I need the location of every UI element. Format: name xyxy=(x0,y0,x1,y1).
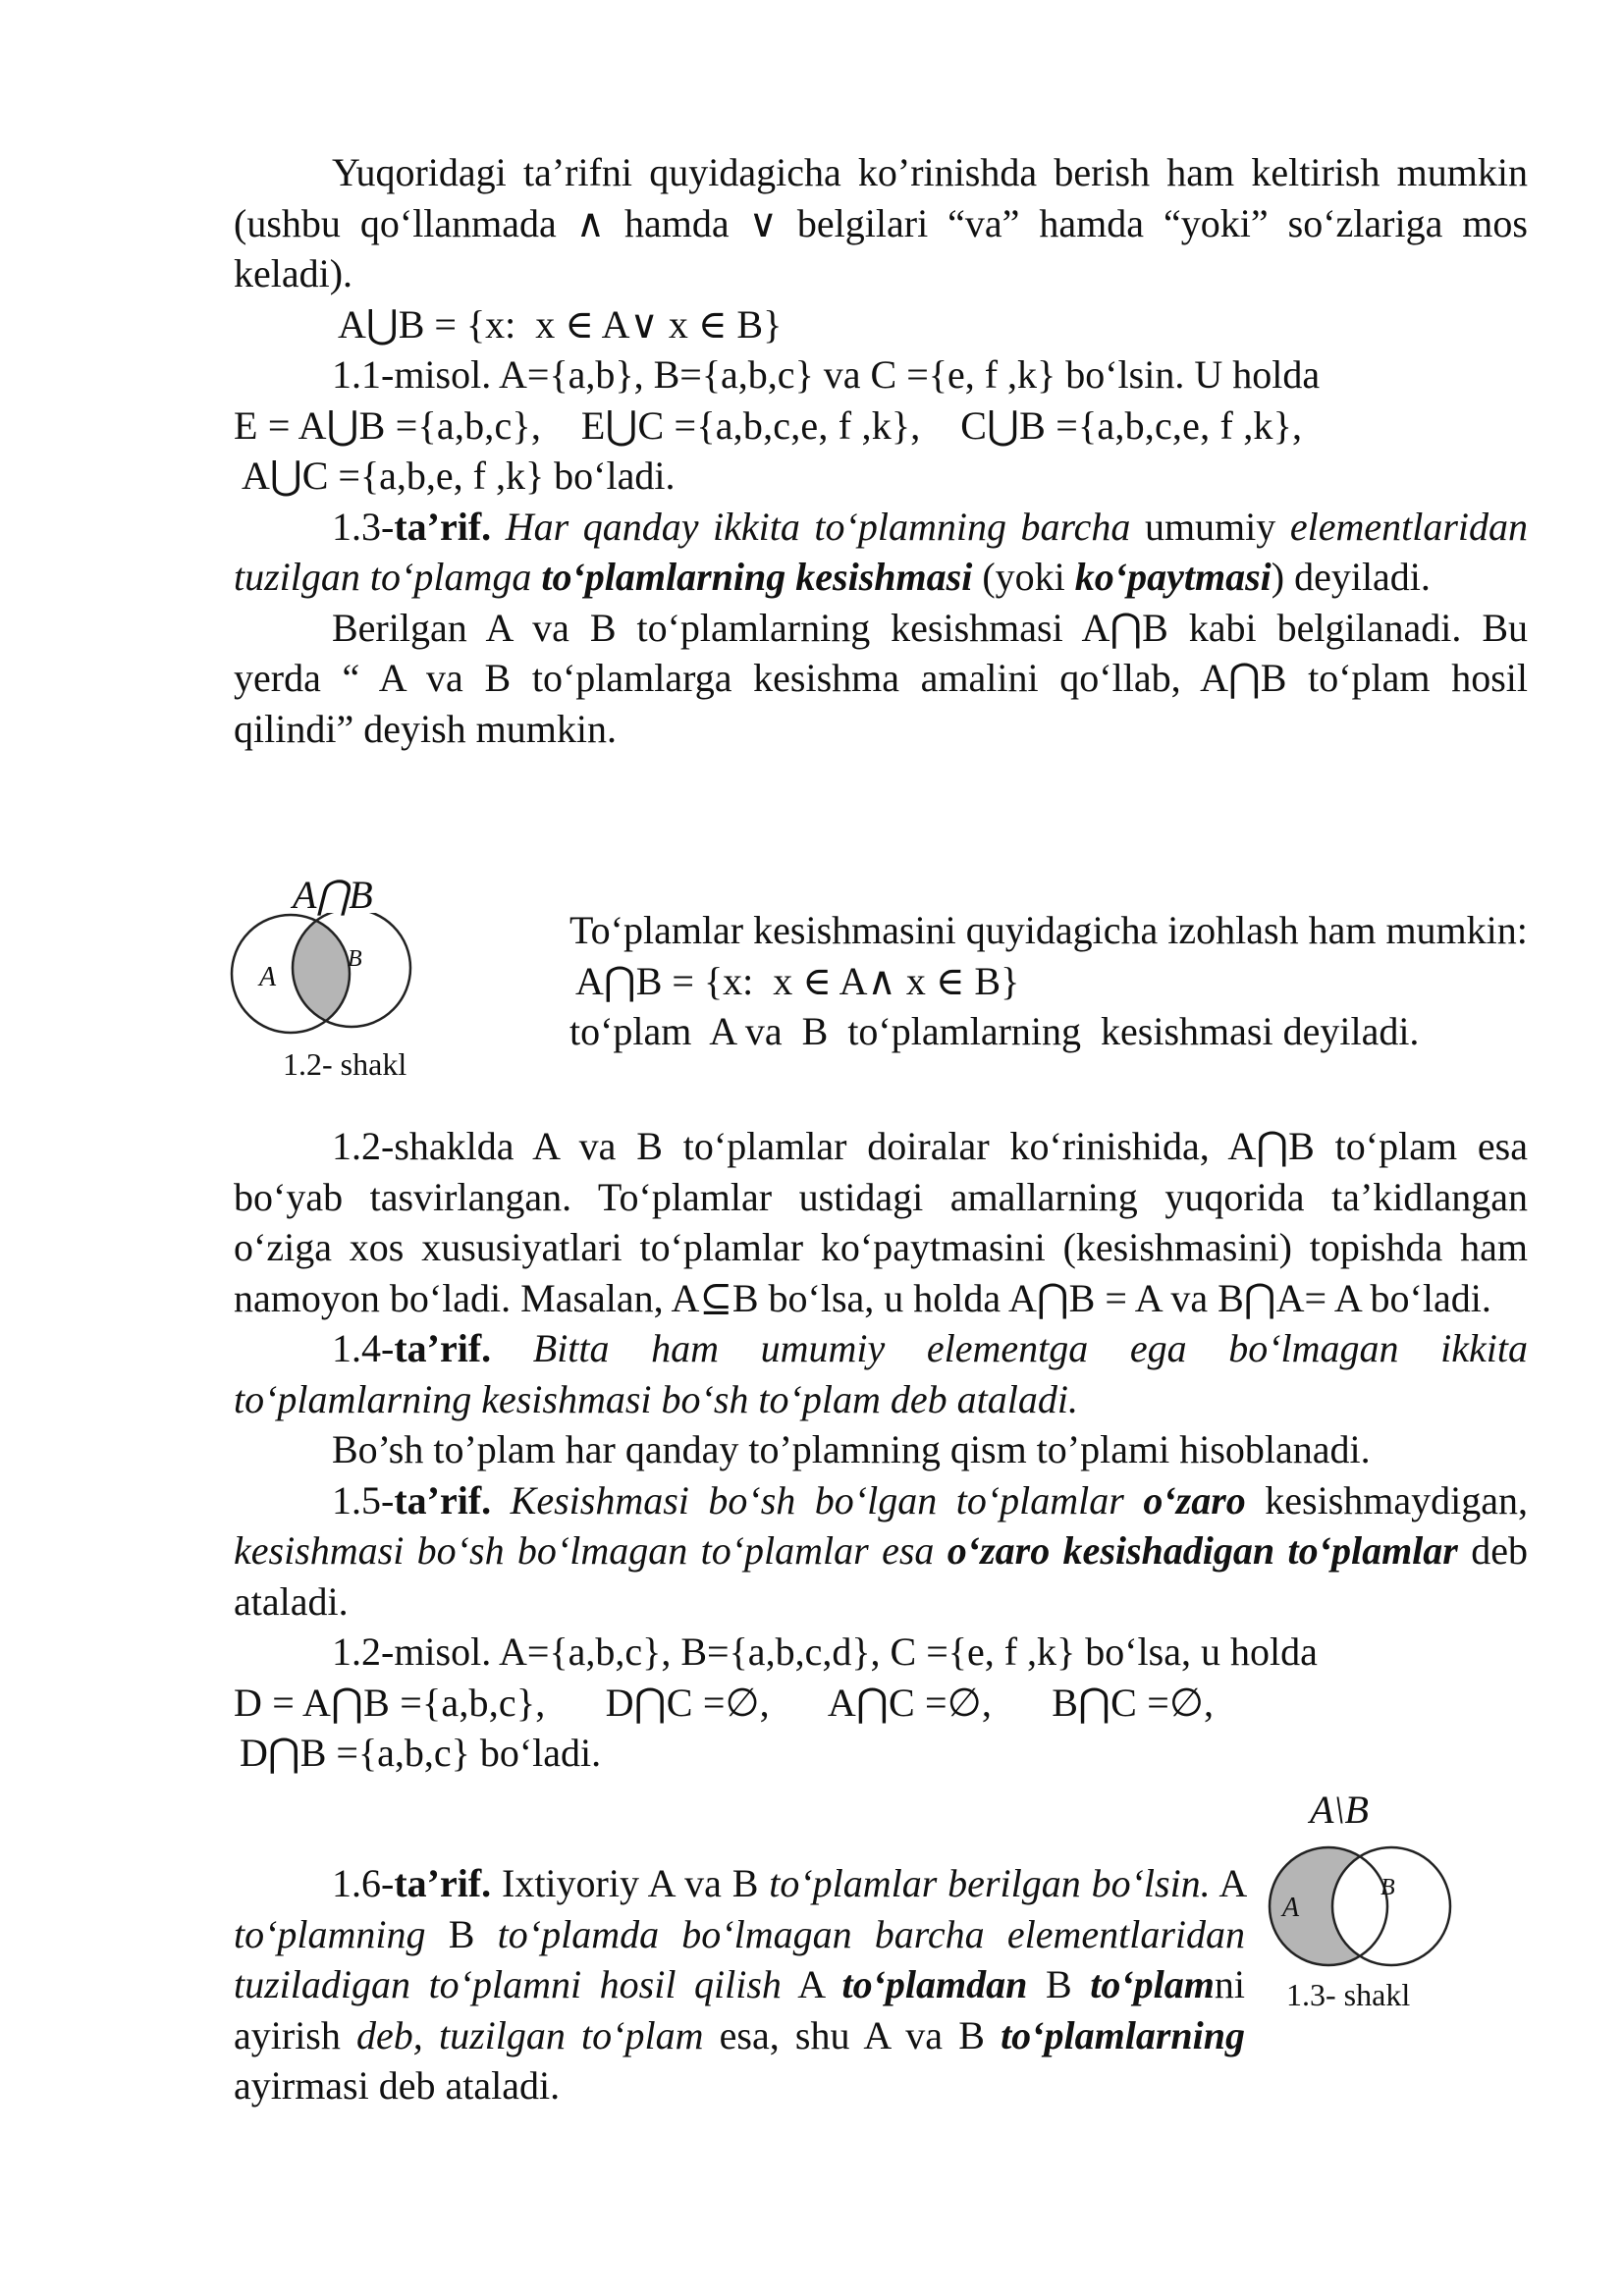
definition-word: ta’rif. xyxy=(394,1477,492,1522)
definition-text: kesishmaydigan, xyxy=(1245,1477,1528,1522)
example-1-intro: 1.1-misol. A={a,b}, B={a,b,c} va C ={e, f ,k} bo‘lsin. U holda xyxy=(332,352,1321,397)
example-2-line2: D = A⋂B ={a,b,c}, D⋂C =∅, A⋂C =∅, B⋂C =∅, xyxy=(234,1680,1215,1725)
definition-term: to‘plamlarning kesishmasi xyxy=(541,555,973,599)
example-1-line2: E = A⋃B ={a,b,c}, E⋃C ={a,b,c,e, f ,k}, C⋃B ={a,b,c,e, f ,k}, xyxy=(234,402,1303,448)
figure-1-3 xyxy=(1245,1787,1500,2012)
definition-text: to‘plamda bo‘lmagan barcha elementlaridan tuziladigan to‘plamni hosil qilish xyxy=(234,1911,1245,2006)
definition-word: ta’rif. xyxy=(394,1326,492,1370)
definition-term: to‘plamdan xyxy=(841,1962,1028,2006)
formula-intersection: A⋂B = {x: x ∈ A∧ x ∈ B} xyxy=(575,958,1020,1003)
page-body xyxy=(234,147,1528,754)
figure-1-2-caption: 1.2- shakl xyxy=(283,1046,407,1082)
paragraph-given: Berilgan A va B to‘plamlarning kesishmasi A⋂B kabi belgilanadi. Bu yerda “ A va B to‘plamlarga kesishma amalini qo‘llab, A⋂B to‘plam hosil qilindi” deyish mumkin. xyxy=(234,605,1528,751)
example-2-intro: 1.2-misol. A={a,b,c}, B={a,b,c,d}, C ={e, f ,k} bo‘lsa, u holda xyxy=(332,1629,1318,1674)
definition-number: 1.5- xyxy=(332,1477,395,1522)
middle-block xyxy=(234,1121,1528,1779)
paragraph-intro: Yuqoridagi ta’rifni quyidagicha ko’rinishda berish ham keltirish mumkin (ushbu qo‘llanmada ∧ hamda ∨ belgilari “va” hamda “yoki” so‘zlariga mos keladi). xyxy=(234,150,1528,295)
set-a-label: A xyxy=(1282,1893,1300,1923)
definition-term: to‘plamlarning xyxy=(1001,2012,1246,2057)
definition-word: ta’rif. xyxy=(394,1861,492,1905)
set-b-label: B xyxy=(1380,1875,1395,1900)
definition-text: to‘plamning xyxy=(234,1911,426,1956)
definition-text: ni ayirish xyxy=(234,1962,1245,2057)
formula-union: A⋃B = {x: x ∈ A∨ x ∈ B} xyxy=(338,301,783,347)
definition-text: deb ataladi. xyxy=(234,1528,1528,1624)
definition-text: kesishmasi bo‘sh bo‘lmagan to‘plamlar esa xyxy=(234,1528,947,1573)
definition-term: o‘zaro xyxy=(1143,1477,1246,1522)
definition-text: Kesishmasi bo‘sh bo‘lgan to‘plamlar xyxy=(491,1477,1144,1522)
definition-term: ko‘paytmasi xyxy=(1074,555,1272,599)
definition-text: A xyxy=(781,1962,842,2006)
venn-diagram-intersection xyxy=(224,913,450,1050)
paragraph-izoh: To‘plamlar kesishmasini quyidagicha izohlash ham mumkin: xyxy=(569,908,1528,952)
definition-text: Ixtiyoriy A va B xyxy=(491,1861,770,1905)
example-2-line3: D⋂B ={a,b,c} bo‘ladi. xyxy=(240,1731,602,1775)
definition-1-6-block xyxy=(234,1858,1245,2111)
definition-1-5 xyxy=(234,1475,1528,1628)
paragraph-bosh: Bo’sh to’plam har qanday to’plamning qism to’plami hisoblanadi. xyxy=(332,1427,1371,1471)
definition-number: 1.6- xyxy=(332,1861,395,1905)
set-a-label: A xyxy=(259,962,277,992)
definition-text: A xyxy=(1210,1861,1245,1905)
definition-1-6 xyxy=(234,1858,1245,2111)
definition-text: B xyxy=(1027,1962,1091,2006)
definition-text: ) deyiladi. xyxy=(1271,555,1431,599)
paragraph-shakl: 1.2-shaklda A va B to‘plamlar doiralar ko‘rinishida, A⋂B to‘plam esa bo‘yab tasvirlangan. To‘plamlar ustidagi amallarning yuqorida ta’kidlangan o‘ziga xos xususiyatlari to‘plamlar ko‘paytmasini (kesishmasini) topishda ham namoyon bo‘ladi. Masalan, A⊆B bo‘lsa, u holda A⋂B = A va B⋂A= A bo‘ladi. xyxy=(234,1124,1528,1320)
figure-1-2-side-text xyxy=(467,905,1528,1057)
definition-text: deb, tuzilgan to‘plam xyxy=(356,2012,704,2057)
definition-term: o‘zaro kesishadigan to‘plamlar xyxy=(947,1528,1458,1573)
definition-word: ta’rif. xyxy=(394,504,492,549)
figure-1-2 xyxy=(224,872,450,1097)
figure-1-3-caption: 1.3- shakl xyxy=(1286,1977,1411,2012)
definition-1-4 xyxy=(234,1323,1528,1424)
figure-1-2-title: A⋂B xyxy=(293,873,373,917)
definition-number: 1.4- xyxy=(332,1326,395,1370)
definition-text: Har qanday ikkita to‘plamning barcha xyxy=(491,504,1145,549)
paragraph-izoh-2: to‘plam A va B to‘plamlarning kesishmasi deyiladi. xyxy=(569,1009,1420,1053)
definition-text: esa, shu A va B xyxy=(703,2012,1001,2057)
figure-1-3-title: A\B xyxy=(1310,1788,1369,1832)
example-1-line3: A⋃C ={a,b,e, f ,k} bo‘ladi. xyxy=(242,454,676,498)
definition-number: 1.3- xyxy=(332,504,395,549)
definition-term: to‘plam xyxy=(1090,1962,1215,2006)
definition-1-3 xyxy=(234,502,1528,603)
definition-text: umumiy xyxy=(1144,504,1276,549)
definition-text: Bitta ham umumiy elementga ega bo‘lmagan ikkita to‘plamlarning kesishmasi bo‘sh to‘plam deb ataladi. xyxy=(234,1326,1528,1421)
definition-text: (yoki xyxy=(972,555,1075,599)
definition-text: to‘plamlar berilgan bo‘lsin. xyxy=(769,1861,1211,1905)
set-b-label: B xyxy=(348,946,362,972)
definition-text: elementlaridan tuzilgan to‘plamga xyxy=(234,504,1529,599)
definition-text: ayirmasi deb ataladi. xyxy=(234,2063,561,2108)
definition-text: B xyxy=(425,1911,498,1956)
